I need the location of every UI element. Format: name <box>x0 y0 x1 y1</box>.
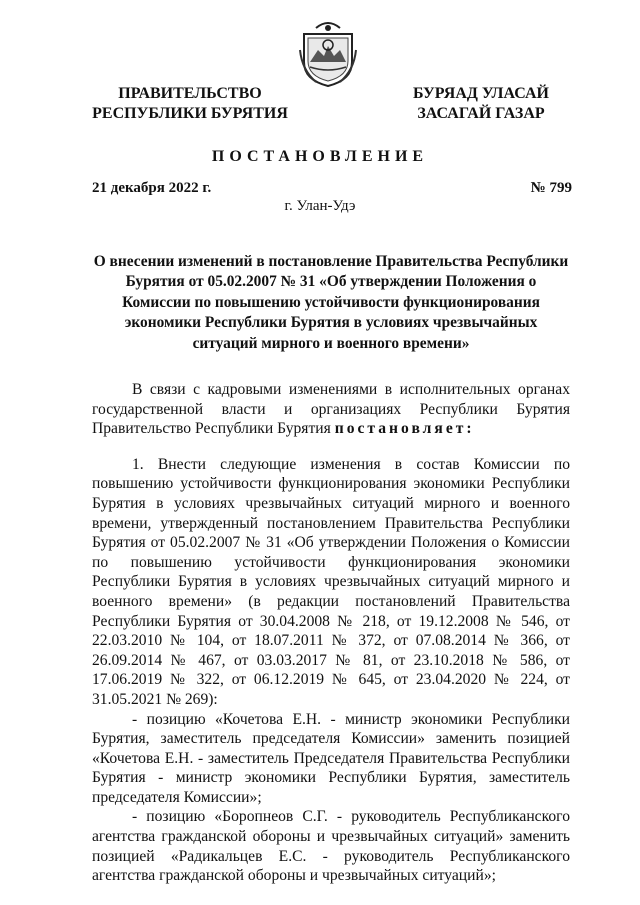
document-title: ПОСТАНОВЛЕНИЕ <box>211 148 429 165</box>
item-1-paragraph: 1. Внести следующие изменения в состав Комиссии по повышению устойчивости функционирования экономики Республики Бурятия в условиях чрезвычайных ситуаций мирного и военного времени, утвержденный постановлением Правительства Республики Бурятия от 05.02.2007 № 31 «Об утверждении Положения о Комиссии по повышению устойчивости функционирования экономики Республики Бурятия в условиях чрезвычайных ситуаций мирного и военного времени» (в редакции постановлений Правительства Республики Бурятия от 30.04.2008 № 218, от 19.12.2008 № 546, от 22.03.2010 № 104, от 18.07.2011 № 372, от 07.08.2014 № 366, от 26.09.2014 № 467, от 03.03.2017 № 81, от 23.10.2018 № 586, от 17.06.2019 № 322, от 06.12.2019 № 645, от 23.04.2020 № 224, от 31.05.2021 № 269): <box>92 455 570 708</box>
document-date: 21 декабря 2022 г. <box>92 180 212 196</box>
document-city: г. Улан-Удэ <box>284 198 356 214</box>
government-name-ru-line1: ПРАВИТЕЛЬСТВО <box>118 85 262 102</box>
coat-of-arms-icon <box>296 20 360 88</box>
bullet-1-paragraph: - позицию «Кочетова Е.Н. - министр экономики Республики Бурятия, заместитель председателя Комиссии» заменить позицией «Кочетова Е.Н. - заместитель Председателя Правительства Республики Бурятия - министр экономики Республики Бурятия, заместитель председателя Комиссии»; <box>92 710 570 806</box>
resolves-word: постановляет: <box>334 420 475 438</box>
bullet-2-paragraph: - позицию «Боропнеов С.Г. - руководитель Республиканского агентства гражданской обороны и чрезвычайных ситуаций» заменить позицией «Радикальцев Е.С. - руководитель Республиканского агентства гражданской обороны и чрезвычайных ситуаций»; <box>92 808 570 885</box>
document-subject: О внесении изменений в постановление Правительства Республики Бурятия от 05.02.2007 № 31 «Об утверждении Положения о Комиссии по повышению устойчивости функционирования экономики Республики Бурятия в условиях чрезвычайных ситуаций мирного и военного времени» <box>93 253 569 352</box>
government-name-bur-line2: ЗАСАГАЙ ГАЗАР <box>417 105 545 122</box>
intro-text: В связи с кадровыми изменениями в исполнительных органах государственной власти и организациях Республики Бурятия Правительство Республики Бурятия <box>92 381 570 438</box>
government-name-ru <box>90 84 290 124</box>
government-name-ru-line2: РЕСПУБЛИКИ БУРЯТИЯ <box>92 105 288 122</box>
government-name-bur-line1: БУРЯАД УЛАСАЙ <box>413 85 549 102</box>
intro-paragraph <box>92 380 570 439</box>
government-name-bur <box>392 84 570 124</box>
document-body <box>92 380 570 886</box>
document-number: № 799 <box>530 180 572 196</box>
